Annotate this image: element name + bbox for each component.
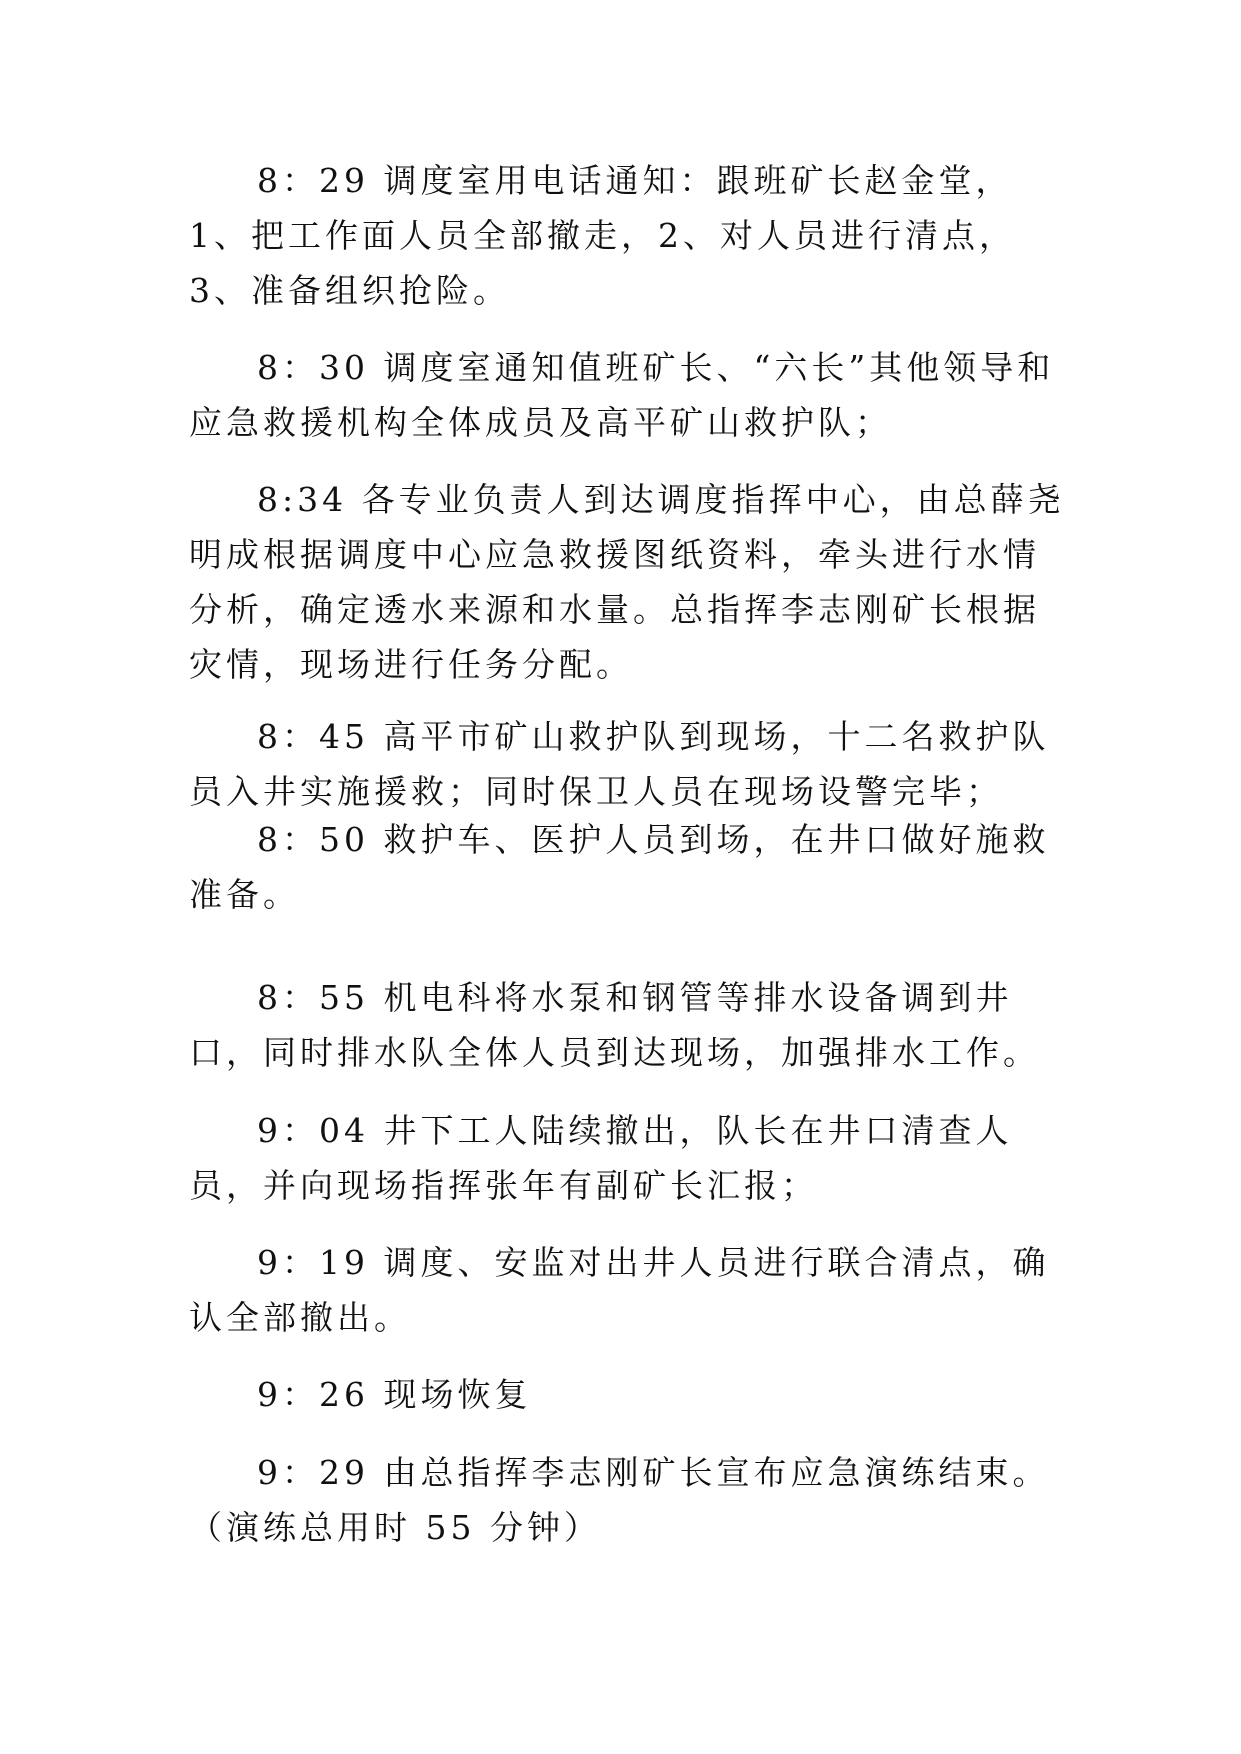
paragraph-0926: 9：26 现场恢复 [257, 1375, 532, 1414]
paragraph-0919: 9：19 调度、安监对出井人员进行联合清点，确认全部撤出。 [189, 1243, 1050, 1337]
paragraph-0845: 8：45 高平市矿山救护队到现场，十二名救护队员入井实施援救；同时保卫人员在现场设警完毕； [189, 717, 1050, 811]
paragraph-0834: 8:34 各专业负责人到达调度指挥中心，由总薛尧明成根据调度中心应急救援图纸资料，牵头进行水情分析，确定透水来源和水量。总指挥李志刚矿长根据灾情，现场进行任务分配。 [189, 480, 1065, 684]
paragraph-0829: 8：29 调度室用电话通知：跟班矿长赵金堂，1、把工作面人员全部撤走，2、对人员进行清点，3、准备组织抢险。 [189, 161, 1016, 310]
paragraph-0929: 9：29 由总指挥李志刚矿长宣布应急演练结束。（演练总用时 55 分钟） [189, 1453, 1050, 1547]
paragraph-0904: 9：04 井下工人陆续撤出，队长在井口清查人员，并向现场指挥张年有副矿长汇报； [189, 1111, 1013, 1205]
paragraph-0830: 8：30 调度室通知值班矿长、“六长”其他领导和应急救援机构全体成员及高平矿山救护队； [189, 348, 1055, 442]
paragraph-0850: 8：50 救护车、医护人员到场，在井口做好施救准备。 [189, 820, 1050, 914]
paragraph-0855: 8：55 机电科将水泵和钢管等排水设备调到井口，同时排水队全体人员到达现场，加强排水工作。 [189, 978, 1040, 1072]
